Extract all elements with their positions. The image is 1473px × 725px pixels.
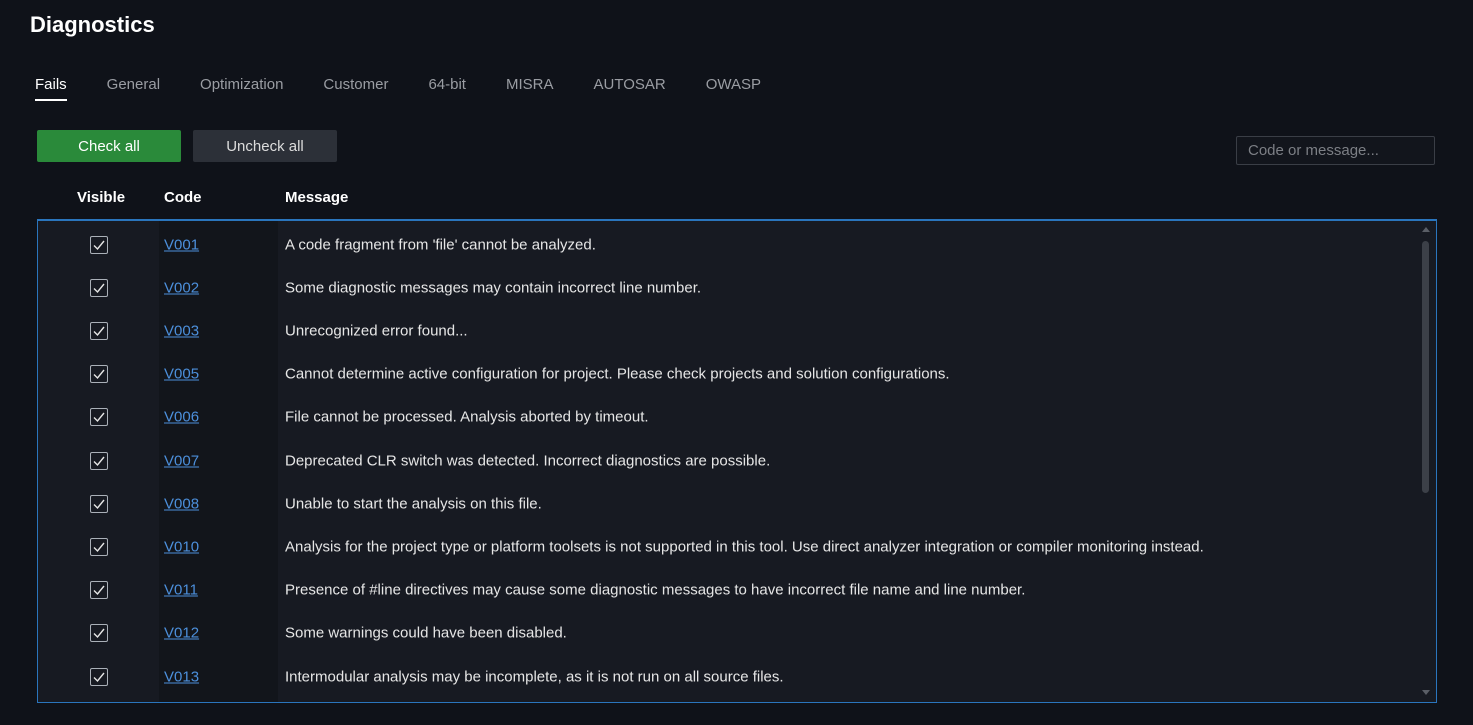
diagnostic-code-link[interactable]: V003 xyxy=(164,322,200,340)
checkmark-icon xyxy=(92,367,106,381)
tab-64-bit[interactable]: 64-bit xyxy=(428,76,466,93)
diagnostic-message: Some warnings could have been disabled. xyxy=(285,624,567,642)
checkmark-icon xyxy=(92,410,106,424)
check-all-button[interactable]: Check all xyxy=(37,130,181,162)
diagnostic-code-link[interactable]: V002 xyxy=(164,279,200,297)
table-row xyxy=(38,439,1418,482)
diagnostic-code-link[interactable]: V007 xyxy=(164,452,200,469)
vertical-scrollbar[interactable] xyxy=(1420,225,1432,697)
scrollbar-thumb[interactable] xyxy=(1422,241,1429,493)
checkmark-icon xyxy=(92,454,106,468)
table-row xyxy=(38,655,1418,698)
diagnostic-message: Intermodular analysis may be incomplete, as it is not run on all source files. xyxy=(285,668,784,685)
tab-owasp[interactable]: OWASP xyxy=(705,76,762,93)
diagnostic-code-link[interactable]: V012 xyxy=(164,624,200,642)
checkmark-icon xyxy=(92,670,106,684)
visible-checkbox[interactable] xyxy=(90,495,108,513)
tab-optimization[interactable]: Optimization xyxy=(200,76,284,93)
visible-checkbox[interactable] xyxy=(90,668,108,686)
visible-checkbox[interactable] xyxy=(90,581,108,599)
table-row xyxy=(38,612,1418,655)
tab-autosar[interactable]: AUTOSAR xyxy=(593,76,666,93)
table-row xyxy=(38,482,1418,525)
table-row xyxy=(38,223,1418,266)
visible-checkbox[interactable] xyxy=(90,538,108,556)
diagnostics-table xyxy=(37,219,1437,703)
diagnostic-message: Unable to start the analysis on this file. xyxy=(285,495,542,513)
diagnostic-code-link[interactable]: V013 xyxy=(164,668,200,685)
diagnostic-message: Presence of #line directives may cause some diagnostic messages to have incorrect file name and line number. xyxy=(285,581,1026,599)
diagnostic-message: Unrecognized error found... xyxy=(285,322,468,340)
page-title: Diagnostics xyxy=(30,12,155,37)
checkmark-icon xyxy=(92,540,106,554)
table-row xyxy=(38,569,1418,612)
diagnostic-message: A code fragment from 'file' cannot be analyzed. xyxy=(285,236,596,253)
visible-checkbox[interactable] xyxy=(90,279,108,297)
table-row xyxy=(38,309,1418,352)
diagnostic-message: Cannot determine active configuration for project. Please check projects and solution configurations. xyxy=(285,365,950,383)
tab-customer[interactable]: Customer xyxy=(323,76,389,93)
scroll-down-arrow-icon[interactable] xyxy=(1422,690,1430,695)
visible-checkbox[interactable] xyxy=(90,365,108,383)
visible-checkbox[interactable] xyxy=(90,408,108,426)
table-row xyxy=(38,396,1418,439)
table-row xyxy=(38,266,1418,309)
checkmark-icon xyxy=(92,626,106,640)
visible-checkbox[interactable] xyxy=(90,236,108,254)
visible-checkbox[interactable] xyxy=(90,624,108,642)
column-header-visible: Visible xyxy=(77,189,126,206)
diagnostic-code-link[interactable]: V008 xyxy=(164,495,200,513)
visible-checkbox[interactable] xyxy=(90,322,108,340)
diagnostic-message: Analysis for the project type or platform toolsets is not supported in this tool. Use direct analyzer integration or compiler monitoring instead. xyxy=(285,538,1204,556)
column-header-code: Code xyxy=(164,189,202,206)
table-row xyxy=(38,353,1418,396)
tab-misra[interactable]: MISRA xyxy=(505,76,554,93)
diagnostic-code-link[interactable]: V001 xyxy=(164,236,200,253)
checkmark-icon xyxy=(92,238,106,252)
diagnostic-message: Some diagnostic messages may contain incorrect line number. xyxy=(285,279,702,297)
diagnostic-code-link[interactable]: V005 xyxy=(164,365,200,383)
column-header-message: Message xyxy=(285,189,349,206)
tab-bar xyxy=(35,76,801,101)
diagnostic-message: File cannot be processed. Analysis aborted by timeout. xyxy=(285,408,649,426)
tab-fails[interactable]: Fails xyxy=(35,76,67,101)
uncheck-all-button[interactable]: Uncheck all xyxy=(193,130,337,162)
scroll-up-arrow-icon[interactable] xyxy=(1422,227,1430,232)
tab-general[interactable]: General xyxy=(106,76,161,93)
diagnostic-code-link[interactable]: V010 xyxy=(164,538,200,556)
table-row xyxy=(38,525,1418,568)
checkmark-icon xyxy=(92,281,106,295)
checkmark-icon xyxy=(92,497,106,511)
diagnostic-code-link[interactable]: V011 xyxy=(164,581,198,599)
visible-checkbox[interactable] xyxy=(90,452,108,470)
checkmark-icon xyxy=(92,583,106,597)
diagnostic-code-link[interactable]: V006 xyxy=(164,408,200,426)
search-input[interactable] xyxy=(1236,136,1435,165)
diagnostic-message: Deprecated CLR switch was detected. Incorrect diagnostics are possible. xyxy=(285,452,771,469)
checkmark-icon xyxy=(92,324,106,338)
